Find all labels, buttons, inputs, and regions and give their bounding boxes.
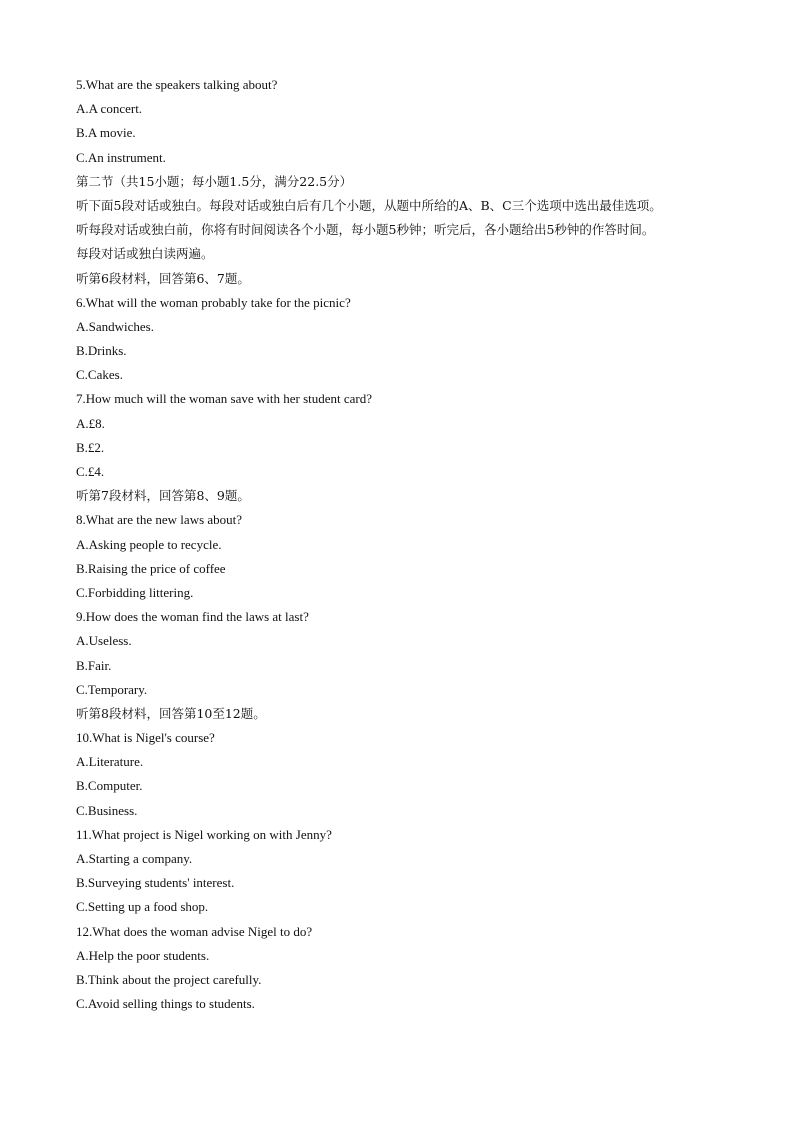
option-a: A.Asking people to recycle. bbox=[76, 536, 222, 552]
option-b: B.Computer. bbox=[76, 778, 143, 794]
option-b: B.Drinks. bbox=[76, 343, 127, 359]
option-c: C.An instrument. bbox=[76, 149, 166, 165]
option-a: A.Useless. bbox=[76, 633, 132, 649]
option-c: C.Avoid selling things to students. bbox=[76, 996, 255, 1012]
question-text: 10.What is Nigel's course? bbox=[76, 730, 215, 746]
question-text: 5.What are the speakers talking about? bbox=[76, 77, 278, 92]
passage-8 bbox=[76, 702, 756, 1016]
option-c: C.Business. bbox=[76, 802, 138, 818]
section-instruction-3: 每段对话或独白读两遍。 bbox=[76, 246, 214, 262]
passage-intro: 听第8段材料，回答第10至12题。 bbox=[76, 705, 266, 721]
question-8 bbox=[76, 508, 756, 605]
question-text: 7.How much will the woman save with her student card? bbox=[76, 391, 373, 407]
option-b: B.Fair. bbox=[76, 657, 112, 673]
option-b: B.Surveying students' interest. bbox=[76, 875, 235, 891]
question-5 bbox=[76, 73, 756, 170]
question-text: 12.What does the woman advise Nigel to do? bbox=[76, 923, 313, 939]
option-b: B.A movie. bbox=[76, 125, 136, 141]
passage-intro: 听第6段材料，回答第6、7题。 bbox=[76, 270, 250, 286]
question-text: 8.What are the new laws about? bbox=[76, 512, 243, 528]
question-10 bbox=[76, 726, 756, 823]
option-a: A.Help the poor students. bbox=[76, 947, 210, 963]
option-b: B.£2. bbox=[76, 439, 105, 455]
section-title: 第二节（共15小题；每小题1.5分，满分22.5分） bbox=[76, 173, 353, 189]
option-c: C.£4. bbox=[76, 464, 105, 479]
section-instruction-1: 听下面5段对话或独白。每段对话或独白后有几个小题，从题中所给的A、B、C三个选项中选出最佳选项。 bbox=[76, 197, 662, 213]
passage-intro: 听第7段材料，回答第8、9题。 bbox=[76, 488, 250, 504]
passage-7 bbox=[76, 484, 756, 702]
option-a: A.£8. bbox=[76, 415, 105, 431]
option-a: A.Sandwiches. bbox=[76, 318, 154, 334]
option-c: C.Forbidding littering. bbox=[76, 584, 194, 600]
option-a: A.Starting a company. bbox=[76, 851, 193, 866]
question-text: 6.What will the woman probably take for the picnic? bbox=[76, 294, 351, 310]
question-12 bbox=[76, 920, 756, 1017]
option-a: A.Literature. bbox=[76, 754, 144, 770]
option-b: B.Think about the project carefully. bbox=[76, 971, 262, 987]
section-2-header bbox=[76, 170, 756, 267]
passage-6 bbox=[76, 267, 756, 485]
question-11 bbox=[76, 823, 756, 920]
option-b: B.Raising the price of coffee bbox=[76, 560, 226, 576]
question-text: 11.What project is Nigel working on with Jenny? bbox=[76, 826, 332, 842]
option-c: C.Cakes. bbox=[76, 367, 123, 383]
option-c: C.Temporary. bbox=[76, 681, 148, 697]
question-7 bbox=[76, 387, 756, 484]
question-text: 9.How does the woman find the laws at last? bbox=[76, 609, 309, 625]
question-9 bbox=[76, 605, 756, 702]
option-a: A.A concert. bbox=[76, 101, 143, 117]
section-instruction-2: 听每段对话或独白前，你将有时间阅读各个小题，每小题5秒钟；听完后，各小题给出5秒钟的作答时间。 bbox=[76, 222, 655, 238]
exam-page bbox=[76, 73, 756, 1016]
option-c: C.Setting up a food shop. bbox=[76, 899, 209, 915]
question-6 bbox=[76, 291, 756, 388]
